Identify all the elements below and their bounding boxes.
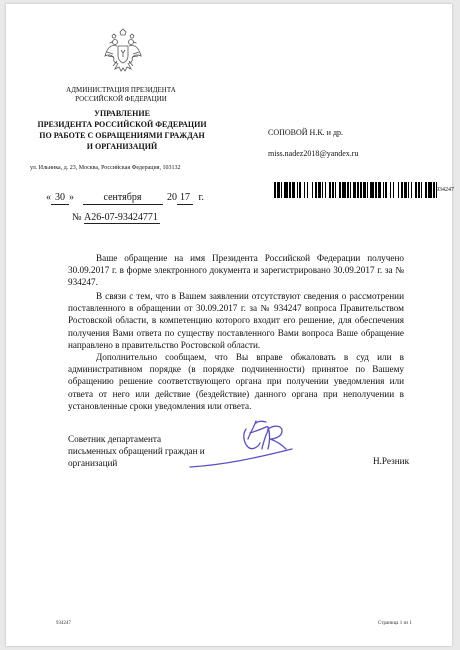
- sender-dept-line1: УПРАВЛЕНИЕ: [94, 109, 150, 118]
- handwritten-signature: [182, 419, 302, 471]
- sender-organization: [46, 86, 196, 104]
- sender-department: [34, 108, 210, 152]
- doc-number-label: №: [72, 212, 82, 223]
- date-month: сентября: [83, 192, 163, 205]
- letter-page: [6, 4, 452, 646]
- sender-dept-line2: ПРЕЗИДЕНТА РОССИЙСКОЙ ФЕДЕРАЦИИ: [37, 120, 207, 129]
- date-year-prefix: 20: [167, 192, 177, 203]
- recipient-email: miss.nadez2018@yandex.ru: [268, 149, 359, 158]
- footer-doc-id: 934247: [56, 621, 71, 626]
- sender-dept-line3: ПО РАБОТЕ С ОБРАЩЕНИЯМИ ГРАЖДАН: [39, 131, 205, 140]
- date-open-quote: «: [46, 192, 51, 203]
- recipient-name: СОПОВОЙ Н.К. и др.: [268, 128, 344, 137]
- date-day: 30: [51, 192, 69, 205]
- barcode-number: 934247: [436, 187, 454, 193]
- date-year-abbr: г.: [198, 192, 204, 203]
- date-year-suffix: 17: [177, 192, 193, 205]
- signer-title-line1: Советник департамента: [68, 434, 162, 444]
- signer-name: Н.Резник: [373, 456, 410, 466]
- coat-of-arms-icon: [103, 28, 143, 76]
- document-date: [46, 192, 204, 205]
- date-close-quote: »: [69, 192, 74, 203]
- sender-dept-line4: И ОРГАНИЗАЦИЙ: [86, 142, 158, 151]
- body-paragraph-3-text: Дополнительно сообщаем, что Вы вправе обжаловать в суд или в административном порядке (в порядке подчиненности) принятое по Вашему обращению решение соответствующего органа при получении уведомления или ответа от него или действие (бездействие) данного органа при неполучении в установленные сроки уведомления или ответа.: [68, 352, 404, 411]
- sender-org-line2: РОССИЙСКОЙ ФЕДЕРАЦИИ: [75, 95, 167, 103]
- signer-title-line2: письменных обращений граждан и: [68, 446, 205, 457]
- document-number: [72, 212, 160, 224]
- sender-org-line1: АДМИНИСТРАЦИЯ ПРЕЗИДЕНТА: [66, 86, 176, 94]
- signer-title-line3: организаций: [68, 458, 118, 469]
- body-paragraph-2: [68, 290, 404, 351]
- doc-number-value: А26-07-93424771: [84, 212, 158, 223]
- sender-address: ул. Ильинка, д. 23, Москва, Российская Федерация, 103132: [30, 165, 181, 171]
- body-paragraph-2-text: В связи с тем, что в Вашем заявлении отсутствуют сведения о рассмотрении поставленного в обращении от 30.09.2017 г. за № 934247 вопроса Правительством Ростовской области, в компетенцию которого входит его решение, для обеспечения получения Вами ответа по существу поставленного Вами вопроса Ваше обращение направлено в правительство Ростовской области.: [68, 291, 404, 350]
- barcode: [274, 182, 438, 198]
- body-paragraph-1-text: Ваше обращение на имя Президента Российской Федерации получено 30.09.2017 г. в форме электронного документа и зарегистрировано 30.09.2017 г. за № 934247.: [68, 253, 404, 288]
- body-paragraph-3: [68, 351, 404, 412]
- body-paragraph-1: [68, 252, 404, 289]
- footer-page-number: Страница 1 из 1: [378, 621, 412, 626]
